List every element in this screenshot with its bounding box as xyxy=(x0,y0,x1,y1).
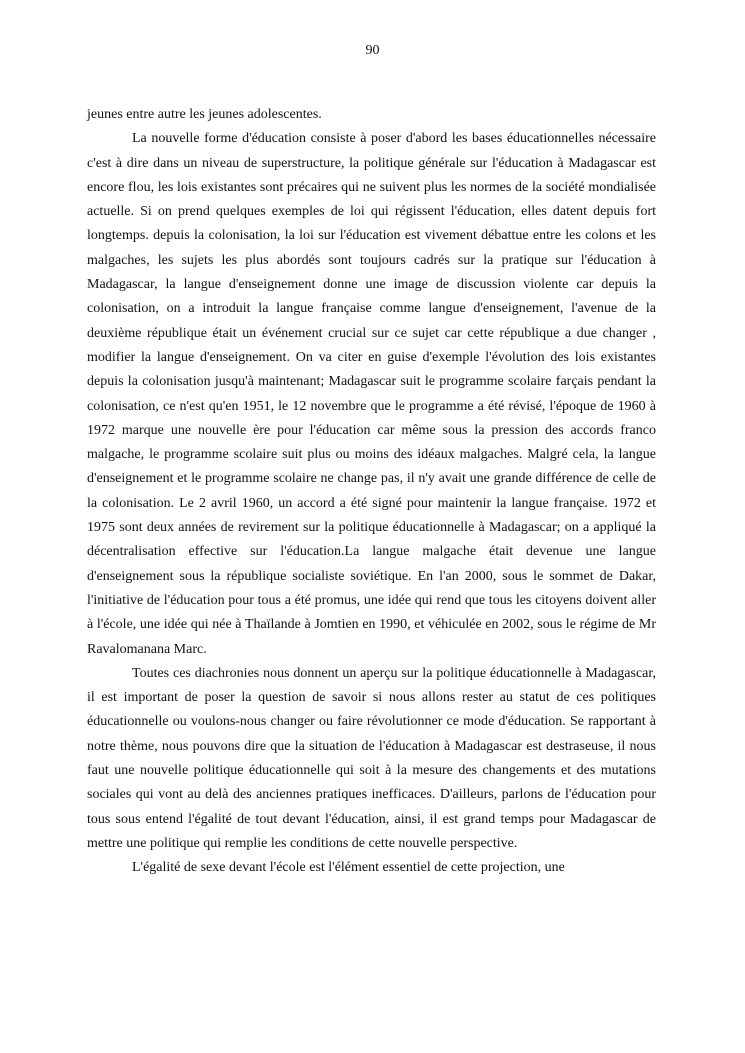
paragraph: La nouvelle forme d'éducation consiste à poser d'abord les bases éducationnelles nécessaire c'est à dire dans un niveau de superstructure, la politique générale sur l'éducation à Madagascar est encore flou, les lois existantes sont précaires qui ne suivent plus les normes de la société mondialisée actuelle. Si on prend quelques exemples de loi qui régissent l'éducation, elles datent depuis fort longtemps. depuis la colonisation, la loi sur l'éducation est vivement débattue entre les colons et les malgaches, les sujets les plus abordés sont toujours cadrés sur la pratique sur l'éducation à Madagascar, la langue d'enseignement donne une image de discussion violente car depuis la colonisation, on a introduit la langue française comme langue d'enseignement, l'avenue de la deuxième république était un événement crucial sur ce sujet car cette république a due changer , modifier la langue d'enseignement. On va citer en guise d'exemple l'évolution des lois existantes depuis la colonisation jusqu'à maintenant; Madagascar suit le programme scolaire farçais pendant la colonisation, ce n'est qu'en 1951, le 12 novembre que le programme a été révisé, l'époque de 1960 à 1972 marque une nouvelle ère pour l'éducation car même sous la pression des accords franco malgache, le programme scolaire suit plus ou moins des idéaux malgaches. Malgré cela, la langue d'enseignement et le programme scolaire ne change pas, il n'y avait une grande différence de celle de la colonisation. Le 2 avril 1960, un accord a été signé pour maintenir la langue française. 1972 et 1975 sont deux années de revirement sur la politique éducationnelle à Madagascar; on a appliqué la décentralisation effective sur l'éducation.La langue malgache était devenue une langue d'enseignement sous la république socialiste soviétique. En l'an 2000, sous le sommet de Dakar, l'initiative de l'éducation pour tous a été promus, une idée qui rend que tous les citoyens doivent aller à l'école, une idée qui née à Thaïlande à Jomtien en 1990, et véhiculée en 2002, sous le régime de Mr Ravalomanana Marc. xyxy=(87,131,656,657)
page-number: 90 xyxy=(365,43,380,58)
paragraph-continuation: jeunes entre autre les jeunes adolescentes. xyxy=(87,107,322,122)
paragraph: Toutes ces diachronies nous donnent un aperçu sur la politique éducationnelle à Madagascar, il est important de poser la question de savoir si nous allons rester au statut de ces politiques éducationnelle ou voulons-nous changer ou faire révolutionner ce mode d'éducation. Se rapportant à notre thème, nous pouvons dire que la situation de l'éducation à Madagascar est destraseuse, il nous faut une nouvelle politique éducationnelle qui soit à la mesure des changements et des mutations sociales qui vont au delà des anciennes pratiques inefficaces. D'ailleurs, parlons de l'éducation pour tous sous entend l'égalité de tout devant l'éducation, ainsi, il est grand temps pour Madagascar de mettre une politique qui remplie les conditions de cette nouvelle perspective. xyxy=(87,665,656,851)
body-text xyxy=(87,103,656,881)
paragraph: L'égalité de sexe devant l'école est l'élément essentiel de cette projection, une xyxy=(132,860,565,876)
